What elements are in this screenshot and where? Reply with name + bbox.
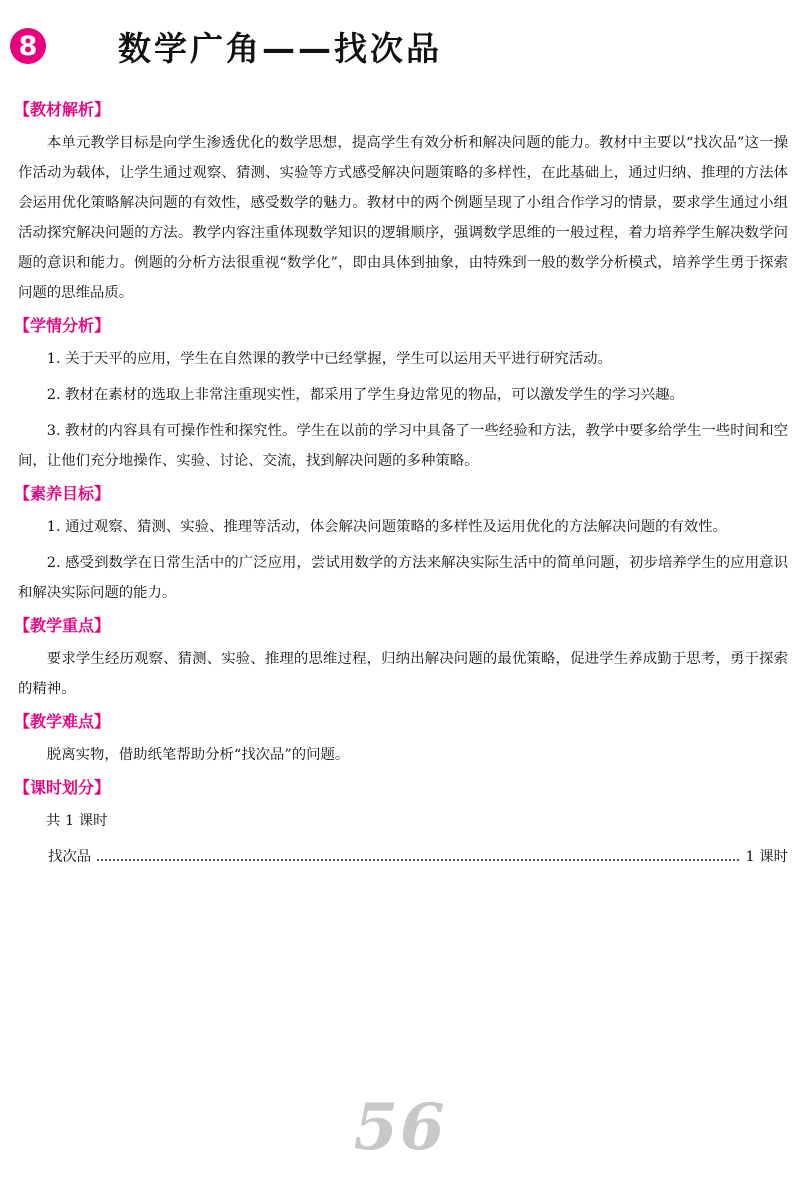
section-heading: 【教学难点】 — [14, 712, 111, 731]
section-heading: 【课时划分】 — [14, 778, 111, 797]
unit-number-badge: 8 — [10, 28, 46, 64]
chapter-title: 数学广角——找次品 — [118, 28, 442, 68]
section-teaching-focus — [14, 614, 788, 704]
chapter-header — [10, 22, 442, 70]
paragraph: 1. 通过观察、猜测、实验、推理等活动，体会解决问题策略的多样性及运用优化的方法解决问题的有效性。 — [46, 519, 728, 535]
section-heading: 【素养目标】 — [14, 484, 111, 503]
lesson-name: 找次品 — [48, 849, 92, 865]
section-student-analysis — [14, 314, 788, 476]
paragraph: 脱离实物，借助纸笔帮助分析“找次品”的问题。 — [46, 747, 350, 763]
section-heading: 【学情分析】 — [14, 316, 111, 335]
section-heading: 【教材解析】 — [14, 100, 111, 119]
section-lesson-schedule — [14, 776, 788, 872]
main-content — [14, 96, 788, 872]
section-textbook-analysis — [14, 98, 788, 308]
lesson-entry — [48, 842, 788, 872]
paragraph: 3. 教材的内容具有可操作性和探究性。学生在以前的学习中具备了一些经验和方法，教学中要多给学生一些时间和空间，让他们充分地操作、实验、讨论、交流，找到解决问题的多种策略。 — [18, 423, 788, 469]
section-heading: 【教学重点】 — [14, 616, 111, 635]
lesson-hours: 1 课时 — [745, 849, 788, 865]
paragraph: 1. 关于天平的应用，学生在自然课的教学中已经掌握，学生可以运用天平进行研究活动。 — [46, 351, 612, 367]
section-literacy-goals — [14, 482, 788, 608]
paragraph: 要求学生经历观察、猜测、实验、推理的思维过程，归纳出解决问题的最优策略，促进学生养成勤于思考，勇于探索的精神。 — [18, 651, 788, 697]
paragraph: 2. 教材在素材的选取上非常注重现实性，都采用了学生身边常见的物品，可以激发学生的学习兴趣。 — [46, 387, 684, 403]
page-number: 56 — [353, 1090, 447, 1165]
paragraph: 2. 感受到数学在日常生活中的广泛应用，尝试用数学的方法来解决实际生活中的简单问题，初步培养学生的应用意识和解决实际问题的能力。 — [18, 555, 788, 601]
section-teaching-difficulty — [14, 710, 788, 770]
dot-leader — [97, 859, 739, 861]
total-lessons: 共 1 课时 — [46, 813, 108, 829]
paragraph: 本单元教学目标是向学生渗透优化的数学思想，提高学生有效分析和解决问题的能力。教材中主要以“找次品”这一操作活动为载体，让学生通过观察、猜测、实验等方式感受解决问题策略的多样性，在此基础上，通过归纳、推理的方法体会运用优化策略解决问题的有效性，感受数学的魅力。教材中的两个例题呈现了小组合作学习的情景，要求学生通过小组活动探究解决问题的方法。教学内容注重体现数学知识的逻辑顺序，强调数学思维的一般过程，着力培养学生解决数学问题的意识和能力。例题的分析方法很重视“数学化”，即由具体到抽象，由特殊到一般的数学分析模式，培养学生勇于探索问题的思维品质。 — [18, 135, 788, 301]
